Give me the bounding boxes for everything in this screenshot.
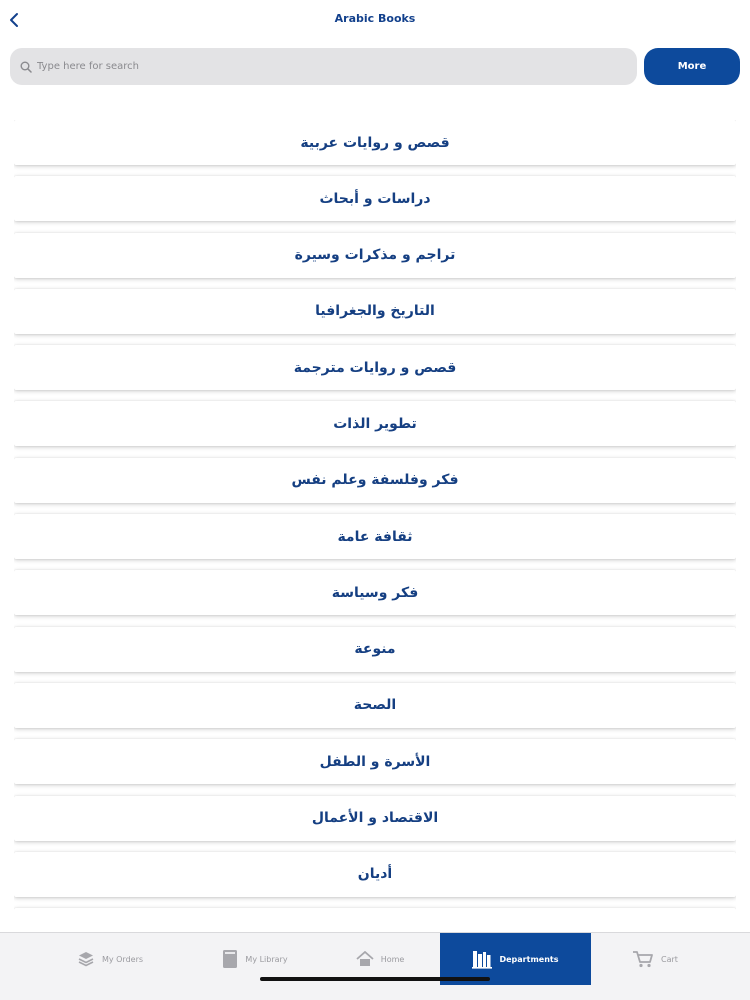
category-label: تراجم و مذكرات وسيرة <box>294 247 456 264</box>
category-label <box>373 923 378 932</box>
search-input[interactable] <box>37 61 597 72</box>
home-icon <box>356 951 374 967</box>
tab-label: Departments <box>499 954 559 964</box>
tab-label: My Orders <box>101 954 144 964</box>
page-title: Arabic Books <box>334 12 416 25</box>
bookshelf-icon <box>472 949 492 969</box>
tab-label: Cart <box>661 954 678 964</box>
home-indicator <box>260 977 490 981</box>
category-item[interactable] <box>14 627 736 672</box>
cart-icon <box>632 950 654 968</box>
category-list[interactable] <box>14 120 736 932</box>
category-item[interactable] <box>14 458 736 503</box>
search-icon <box>20 61 32 73</box>
category-item[interactable] <box>14 796 736 841</box>
category-label: منوعة <box>354 641 396 658</box>
category-item[interactable] <box>14 739 736 784</box>
tab-bar <box>0 932 750 1000</box>
category-item[interactable] <box>14 852 736 897</box>
category-label: فكر وفلسفة وعلم نفس <box>291 472 459 489</box>
category-label: فكر وسياسة <box>331 584 419 601</box>
category-item[interactable] <box>14 120 736 165</box>
category-item[interactable] <box>14 401 736 446</box>
tab-label: My Library <box>245 954 288 964</box>
top-bar <box>0 0 750 40</box>
tab-my-orders[interactable] <box>70 933 150 985</box>
category-label: الاقتصاد و الأعمال <box>311 810 439 827</box>
category-label: قصص و روايات مترجمة <box>293 359 457 376</box>
more-button[interactable]: More <box>644 48 740 85</box>
category-item[interactable] <box>14 289 736 334</box>
category-label: ثقافة عامة <box>337 528 413 545</box>
tab-label: Home <box>380 954 405 964</box>
category-item[interactable] <box>14 683 736 728</box>
category-label: أديان <box>357 866 393 883</box>
tab-cart[interactable] <box>620 933 690 985</box>
category-item[interactable] <box>14 176 736 221</box>
category-item-partial[interactable] <box>14 908 736 932</box>
category-item[interactable] <box>14 570 736 615</box>
category-label: الصحة <box>353 697 397 714</box>
category-label: قصص و روايات عربية <box>300 134 450 151</box>
category-item[interactable] <box>14 233 736 278</box>
category-label: دراسات و أبحاث <box>319 190 431 207</box>
search-box[interactable] <box>10 48 637 85</box>
category-label: التاريخ والجغرافيا <box>315 303 435 320</box>
stack-icon <box>77 950 95 968</box>
book-icon <box>222 949 238 969</box>
category-item[interactable] <box>14 345 736 390</box>
category-item[interactable] <box>14 514 736 559</box>
search-row <box>10 48 740 86</box>
category-label: الأسرة و الطفل <box>319 753 431 770</box>
category-label: تطوير الذات <box>333 415 417 432</box>
